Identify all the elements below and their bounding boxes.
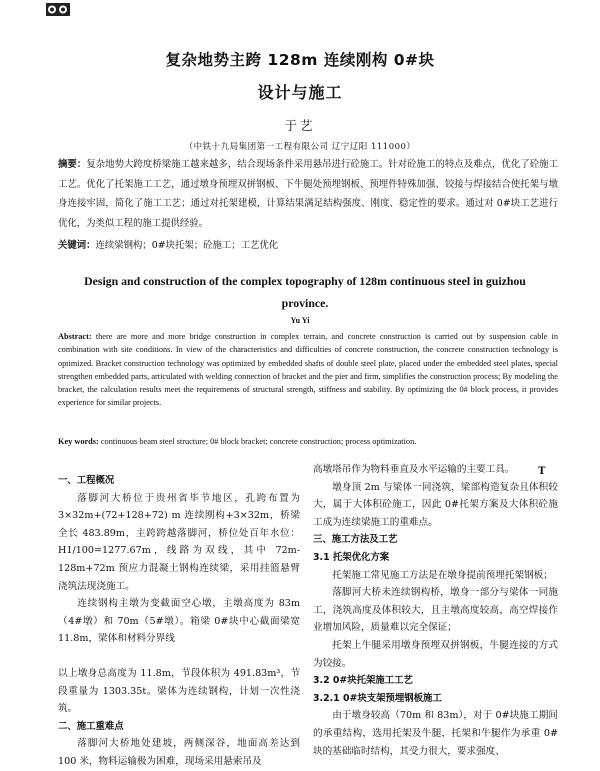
subsection-heading: 3.1 托架优化方案	[313, 551, 390, 563]
english-title: Design and construction of the complex topography of 128m continuous steel in guizhou province.	[84, 274, 526, 310]
body-paragraph: 由于墩身较高（70m 和 83m），对于 0#块施工期间的承重结构，选用托架及牛腿，托架和牛腿作为承重 0#块的基础临时结构，其受力很大，要求强度、	[313, 710, 558, 757]
english-author: Yu Yi	[290, 316, 310, 325]
body-paragraph: 以上墩身总高度为 11.8m，节段体积为 491.83m³，节段重量为 1303.35t。梁体为连续钢构，计划一次性浇筑。	[58, 667, 300, 715]
paper-title-line1: 复杂地势主跨 128m 连续刚构 0#块	[165, 51, 435, 69]
english-abstract	[58, 330, 558, 410]
english-keywords	[58, 436, 558, 448]
english-abstract-text: there are more and more bridge construction in complex terrain, and concrete construction is carried out by suspension cable in combination with site conditions. In view of the characteristics and difficulties of concrete construction, the concrete construction technology is optimized. Bracket construction technology was optimized by embedded shafts of double steel plate, placed under the embedded steel plates, special strengthen embedded parts, articulated with welding connection of bracket and the pier and firm, simplifies the construction process; By modeling the bracket, the calculation results meet the requirements of structural strength, stiffness and stability. By optimizing the 0# block process, it provides experience for similar projects.	[58, 332, 558, 408]
body-paragraph: 墩身顶 2m 与梁体一同浇筑，梁部构造复杂且体积较大，属于大体积砼施工，因此 0#托架方案及大体积砼施工成为连续梁施工的重难点。	[313, 481, 558, 528]
body-paragraph: 连续钢构主墩为变截面空心墩，主墩高度为 83m（4#墩）和 70m（5#墩）。箱梁 0#块中心截面梁宽 11.8m，梁体和材料分界线	[58, 598, 300, 645]
chinese-keywords	[58, 238, 558, 253]
chinese-abstract-text: 复杂地势大跨度桥梁施工越来越多，结合现场条件采用悬吊进行砼施工。针对砼施工的特点及难点，优化了砼施工工艺。优化了托架施工工艺，通过墩身预埋双拼钢板、下牛腿处预埋钢板、预埋件特殊加强、铰接与焊接结合使托架与墩身连接牢固，简化了施工工艺；通过对托架建模，计算结果满足结构强度、刚度、稳定性的要求。通过对 0#块工艺进行优化，为类似工程的施工提供经验。	[58, 159, 558, 229]
section-heading: 一、工程概况	[58, 475, 115, 486]
chinese-abstract-label: 摘要：	[58, 159, 87, 170]
body-paragraph: 托架施工常见施工方法是在墩身提前预埋托架钢板；	[332, 569, 553, 581]
english-keywords-label: Key words:	[58, 437, 99, 446]
author-name: 于艺	[284, 118, 316, 133]
body-paragraph: 落脚河大桥位于贵州省毕节地区，孔跨布置为 3×32m+(72+128+72) m 连续刚构+3×32m，桥梁全长 483.89m，主跨跨越落脚河，桥位处百年水位：H1/100=1277.67m，线路为双线，其中 72m-128m+72m 预应力混凝土钢构连续梁，采用挂篮悬臂浇筑法现浇施工。	[58, 492, 300, 592]
publisher-logo-icon	[46, 3, 70, 16]
english-keywords-text: continuous beam steel structure; 0# block bracket; concrete construction; process optimization.	[100, 437, 417, 446]
section-heading: 二、施工重难点	[58, 720, 124, 732]
body-paragraph: 托架上牛腿采用墩身预埋双拼钢板，牛腿连接的方式为铰接。	[313, 639, 558, 669]
chinese-abstract	[58, 155, 558, 233]
chinese-keywords-label: 关键词：	[58, 240, 96, 251]
left-body-column	[58, 472, 300, 771]
chinese-keywords-text: 连续梁钢构；0#块托架；砼施工；工艺优化	[95, 240, 279, 251]
body-paragraph: 落脚河大桥未连续钢构桥，墩身一部分与梁体一同施工，浇筑高度及体积较大，且主墩高度较高，高空焊接作业增加风险，质量难以完全保证；	[313, 587, 558, 634]
right-body-column	[313, 461, 558, 760]
paper-title-line2: 设计与施工	[257, 83, 343, 102]
body-paragraph: 高墩塔吊作为物料垂直及水平运输的主要工具。	[313, 464, 515, 475]
margin-mark: T	[538, 466, 546, 477]
subsection-heading: 3.2 0#块托架施工工艺	[313, 675, 413, 687]
author-affiliation: （中铁十九局集团第一工程有限公司 辽宁辽阳 111000）	[184, 142, 416, 152]
body-paragraph: 落脚河大桥地处建坡，两侧深谷，地面高差达到 100 米，物料运输极为困难，现场采用悬索吊及	[58, 738, 300, 767]
subsection-heading: 3.2.1 0#块支架预埋钢板施工	[313, 692, 442, 704]
english-abstract-label: Abstract:	[58, 332, 92, 341]
section-heading: 三、施工方法及工艺	[313, 534, 398, 546]
